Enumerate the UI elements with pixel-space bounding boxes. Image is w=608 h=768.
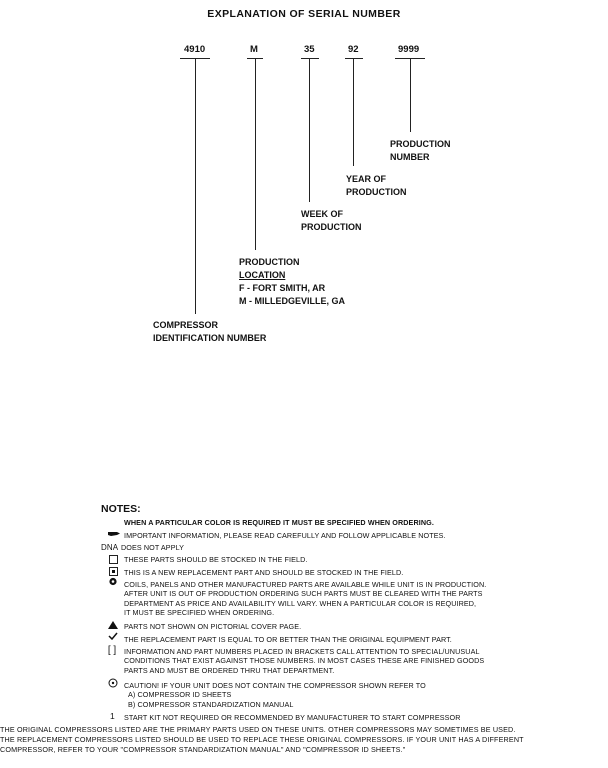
label-production-number: PRODUCTION NUMBER [390, 139, 451, 162]
note-dna-code: DNA [101, 543, 119, 552]
code-location: M [250, 44, 258, 55]
label-compressor-id: COMPRESSOR IDENTIFICATION NUMBER [153, 320, 267, 343]
gear-icon [107, 577, 119, 588]
label-week-of-production: WEEK OF PRODUCTION [301, 209, 362, 232]
label-production-location: PRODUCTION LOCATION F - FORT SMITH, AR M - MILLEDGEVILLE, GA [239, 257, 345, 306]
pointing-hand-icon [108, 530, 120, 539]
caution-icon [107, 678, 119, 690]
footer-line-3: COMPRESSOR, REFER TO YOUR "COMPRESSOR STANDARDIZATION MANUAL" AND "COMPRESSOR ID SHEETS." [0, 745, 406, 754]
note-color: WHEN A PARTICULAR COLOR IS REQUIRED IT MUST BE SPECIFIED WHEN ORDERING. [124, 518, 434, 527]
leader-line-compressor-id [195, 58, 196, 314]
leader-line-week [309, 58, 310, 202]
label-year-of-production: YEAR OF PRODUCTION [346, 174, 407, 197]
notes-heading: NOTES: [101, 503, 141, 515]
leader-line-location [255, 58, 256, 250]
code-year: 92 [348, 44, 359, 55]
note-brackets: INFORMATION AND PART NUMBERS PLACED IN BRACKETS CALL ATTENTION TO SPECIAL/UNUSUAL CONDITIONS THAT EXIST AGAINST THOSE NUMBERS. IN MOST CASES THESE ARE FINISHED GOODS PARTS AND MUST BE ORDERED THRU THAT DEPARTMENT. [124, 647, 485, 675]
underline-week [301, 58, 319, 59]
triangle-icon [107, 621, 119, 631]
leader-line-year [353, 58, 354, 166]
brackets-icon: [ ] [107, 645, 117, 656]
underline-year [345, 58, 363, 59]
note-not-shown: PARTS NOT SHOWN ON PICTORIAL COVER PAGE. [124, 622, 302, 631]
note-stocked: THESE PARTS SHOULD BE STOCKED IN THE FIELD. [124, 555, 308, 564]
note-start-kit: START KIT NOT REQUIRED OR RECOMMENDED BY MANUFACTURER TO START COMPRESSOR [124, 713, 461, 722]
note-important: IMPORTANT INFORMATION, PLEASE READ CAREFULLY AND FOLLOW APPLICABLE NOTES. [124, 531, 446, 540]
page-title: EXPLANATION OF SERIAL NUMBER [207, 8, 401, 20]
code-week: 35 [304, 44, 315, 55]
note-equal: THE REPLACEMENT PART IS EQUAL TO OR BETTER THAN THE ORIGINAL EQUIPMENT PART. [124, 635, 452, 644]
footer-line-2: THE REPLACEMENT COMPRESSORS LISTED SHOULD BE USED TO REPLACE THESE ORIGINAL COMPRESSORS. IF YOUR UNIT HAS A DIFFERENT [0, 735, 524, 744]
square-icon [109, 555, 118, 564]
footer-line-1: THE ORIGINAL COMPRESSORS LISTED ARE THE PRIMARY PARTS USED ON THESE UNITS. OTHER COMPRESSORS MAY SOMETIMES BE USED. [0, 725, 516, 734]
note-coils: COILS, PANELS AND OTHER MANUFACTURED PARTS ARE AVAILABLE WHILE UNIT IS IN PRODUCTION. AFTER UNIT IS OUT OF PRODUCTION ORDERING SUCH PARTS MUST BE CLEARED WITH THE PARTS DEPARTMENT AS PRICE AND AVAILABILITY WILL VARY. WHEN A PARTICULAR COLOR IS REQUIRED, IT MUST BE SPECIFIED WHEN ORDERING. [124, 580, 487, 617]
note-dna-text: DOES NOT APPLY [121, 543, 185, 552]
checkmark-icon [107, 632, 119, 642]
note-start-kit-number: 1 [110, 711, 115, 721]
note-caution: CAUTION! IF YOUR UNIT DOES NOT CONTAIN THE COMPRESSOR SHOWN REFER TO A) COMPRESSOR ID SHEETS B) COMPRESSOR STANDARDIZATION MANUAL [124, 681, 426, 709]
leader-line-production-number [410, 58, 411, 132]
note-new-part: THIS IS A NEW REPLACEMENT PART AND SHOULD BE STOCKED IN THE FIELD. [124, 568, 404, 577]
code-compressor-id: 4910 [184, 44, 206, 55]
code-production-number: 9999 [398, 44, 420, 55]
square-dot-center [112, 570, 115, 573]
